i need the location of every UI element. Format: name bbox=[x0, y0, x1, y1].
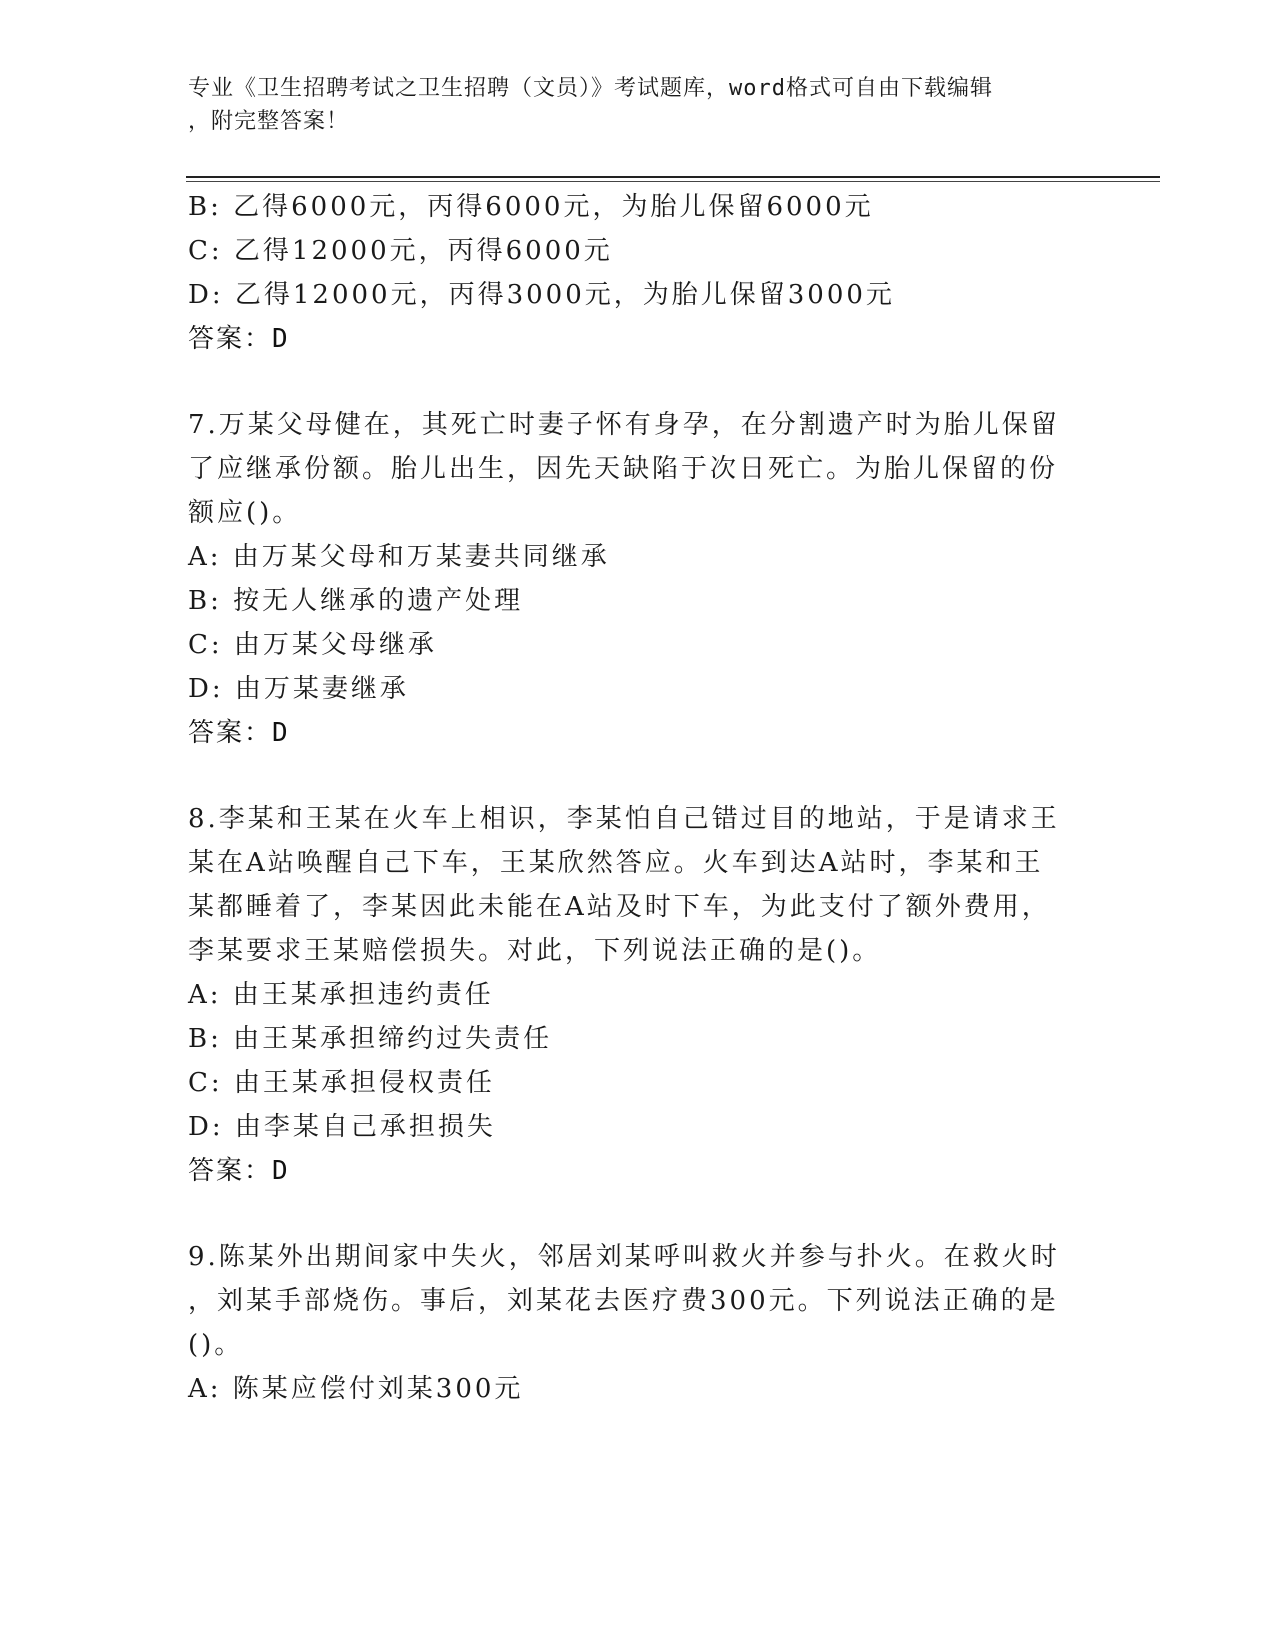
q7-option-b: B: 按无人继承的遗产处理 bbox=[188, 586, 524, 616]
q8-stem-line-3: 某都睡着了，李某因此未能在A站及时下车，为此支付了额外费用， bbox=[188, 892, 1051, 922]
q8-option-a: A: 由王某承担违约责任 bbox=[188, 980, 494, 1010]
q7-answer: 答案：D bbox=[188, 718, 290, 748]
q7-option-c: C: 由万某父母继承 bbox=[188, 630, 437, 660]
q8-stem-line-1: 8.李某和王某在火车上相识，李某怕自己错过目的地站，于是请求王 bbox=[188, 804, 1060, 834]
q7-option-a: A: 由万某父母和万某妻共同继承 bbox=[188, 542, 610, 572]
q9-stem-line-2: ，刘某手部烧伤。事后，刘某花去医疗费300元。下列说法正确的是 bbox=[188, 1286, 1059, 1316]
q8-option-b: B: 由王某承担缔约过失责任 bbox=[188, 1024, 553, 1054]
q8-stem-line-4: 李某要求王某赔偿损失。对此，下列说法正确的是()。 bbox=[188, 936, 882, 966]
q8-answer: 答案：D bbox=[188, 1156, 290, 1186]
q7-stem-line-1: 7.万某父母健在，其死亡时妻子怀有身孕，在分割遗产时为胎儿保留 bbox=[188, 410, 1060, 440]
q8-option-c: C: 由王某承担侵权责任 bbox=[188, 1068, 495, 1098]
q6-answer: 答案：D bbox=[188, 324, 290, 354]
q7-stem-line-2: 了应继承份额。胎儿出生，因先天缺陷于次日死亡。为胎儿保留的份 bbox=[188, 454, 1059, 484]
header-divider-thick bbox=[186, 176, 1160, 178]
q6-option-b: B: 乙得6000元，丙得6000元，为胎儿保留6000元 bbox=[188, 192, 874, 222]
q9-option-a: A: 陈某应偿付刘某300元 bbox=[188, 1374, 524, 1404]
q6-option-d: D: 乙得12000元，丙得3000元，为胎儿保留3000元 bbox=[188, 280, 895, 310]
q8-option-d: D: 由李某自己承担损失 bbox=[188, 1112, 496, 1142]
header-divider-thin bbox=[186, 181, 1160, 182]
q6-option-c: C: 乙得12000元，丙得6000元 bbox=[188, 236, 613, 266]
q9-stem-line-3: ()。 bbox=[188, 1330, 244, 1360]
q7-stem-line-3: 额应()。 bbox=[188, 498, 302, 528]
q9-stem-line-1: 9.陈某外出期间家中失火，邻居刘某呼叫救火并参与扑火。在救火时 bbox=[188, 1242, 1060, 1272]
q8-stem-line-2: 某在A站唤醒自己下车，王某欣然答应。火车到达A站时，李某和王 bbox=[188, 848, 1044, 878]
header-line-2: ，附完整答案！ bbox=[188, 109, 350, 134]
document-header bbox=[188, 72, 1088, 138]
header-line-1: 专业《卫生招聘考试之卫生招聘（文员）》考试题库，word格式可自由下载编辑 bbox=[188, 76, 993, 101]
q7-option-d: D: 由万某妻继承 bbox=[188, 674, 409, 704]
